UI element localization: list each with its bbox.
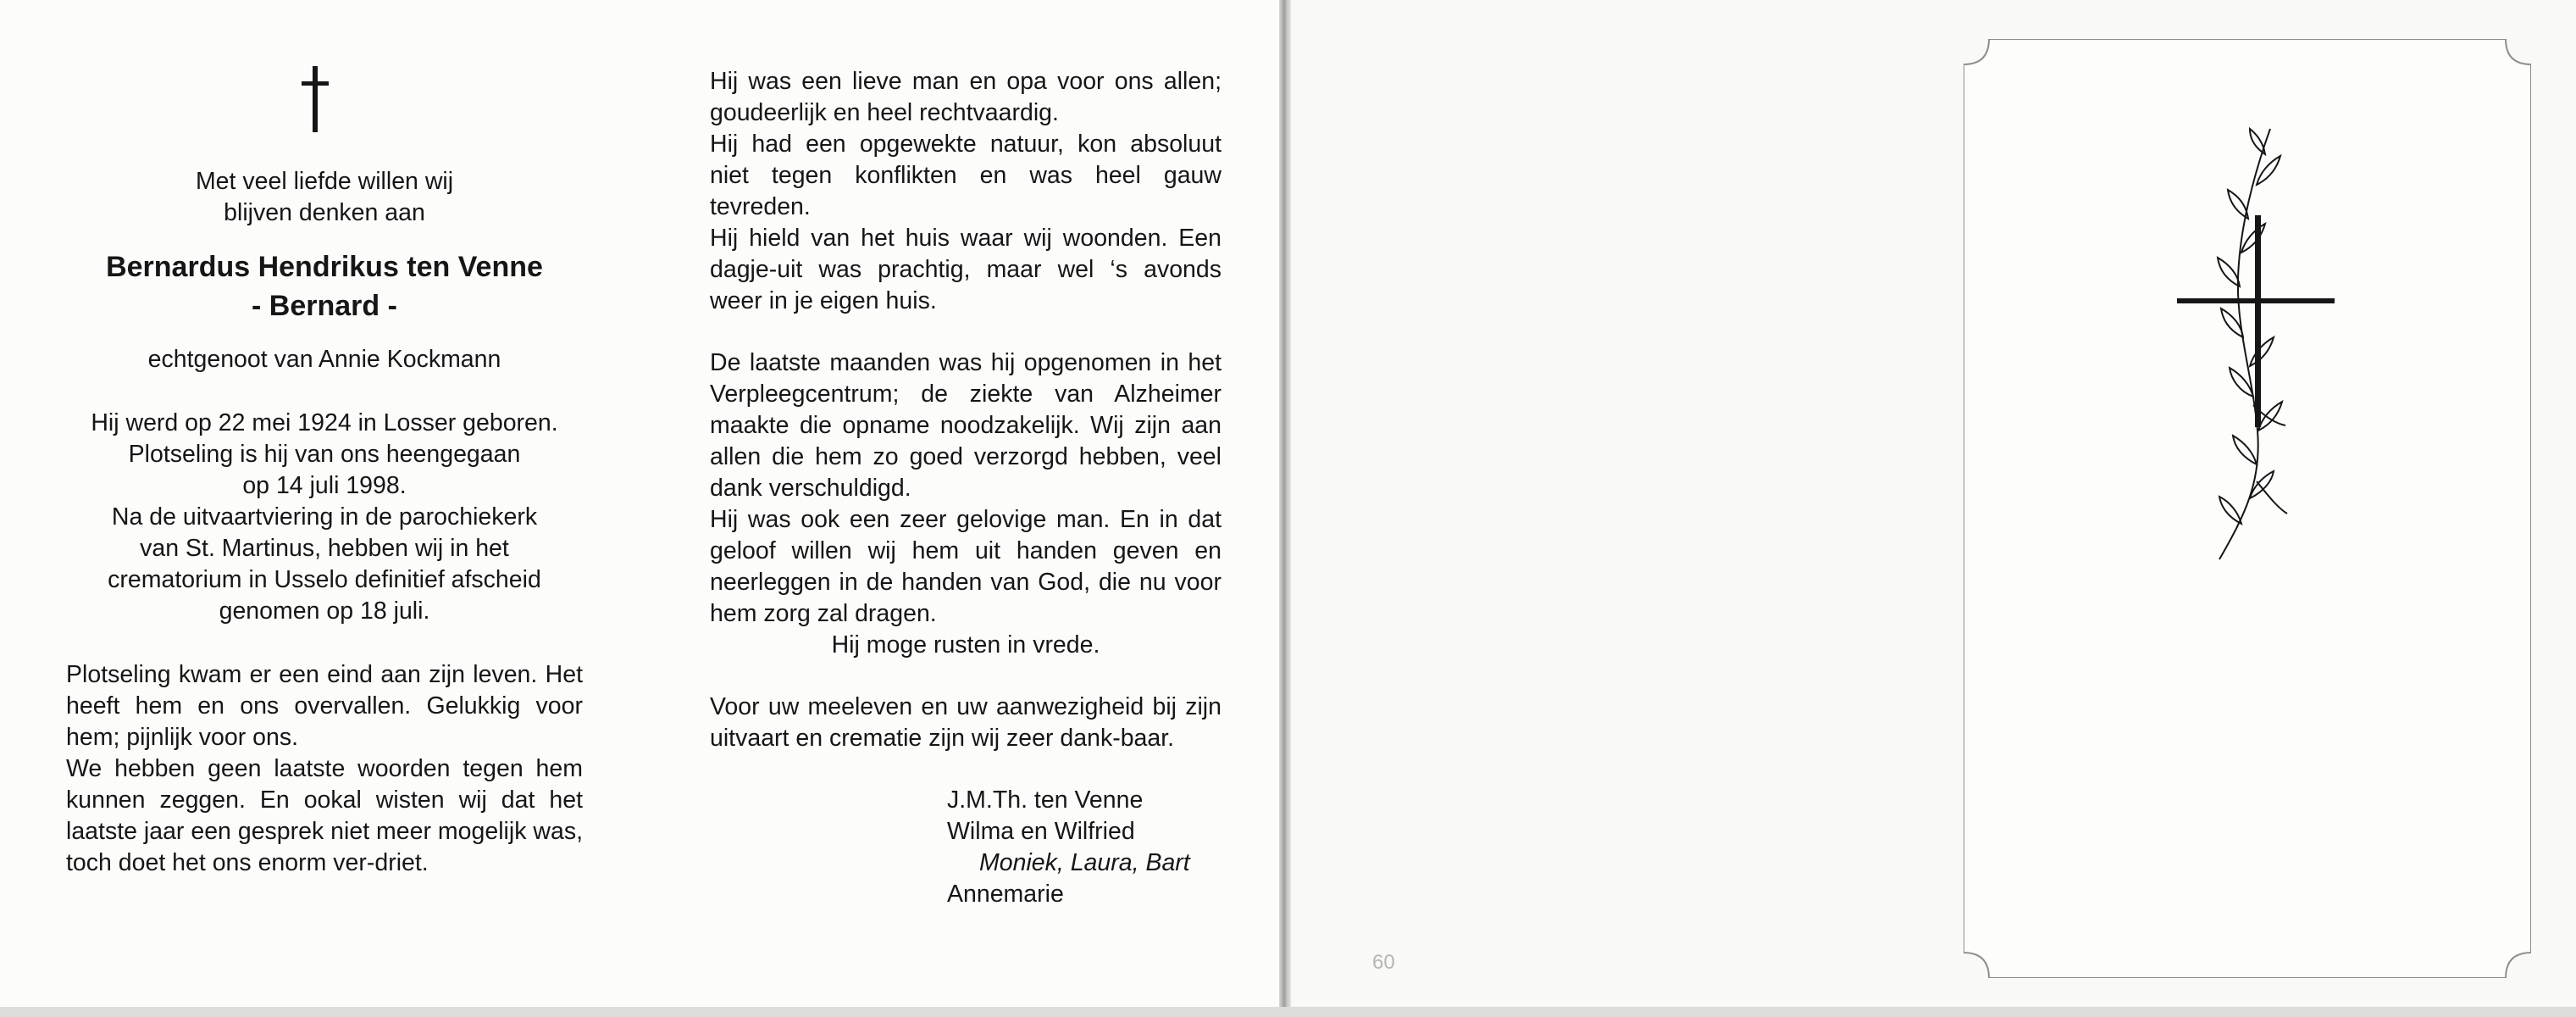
signature-line: J.M.Th. ten Venne <box>947 786 1144 814</box>
left-text-column <box>66 166 583 879</box>
paragraph: Hij was een lieve man en opa voor ons allen; goudeerlijk en heel rechtvaardig. <box>710 68 1222 126</box>
book-fold <box>1279 0 1291 1017</box>
intro-line: Met veel liefde willen wij <box>195 168 454 195</box>
latin-cross-icon <box>300 66 330 132</box>
closing-line: Hij moge rusten in vrede. <box>831 631 1100 659</box>
paragraph: We hebben geen laatste woorden tegen hem kunnen zeggen. En ookal wisten wij dat het laatste jaar een gesprek niet meer mogelijk was, toch doet het ons enorm ver-driet. <box>66 755 583 876</box>
signature-line: Annemarie <box>947 881 1064 908</box>
bottom-edge <box>0 1007 2576 1017</box>
bio-line: Hij werd op 22 mei 1924 in Losser geboren. <box>91 409 558 436</box>
signature-line-italic: Moniek, Laura, Bart <box>979 849 1190 876</box>
paragraph: De laatste maanden was hij opgenomen in het Verpleegcentrum; de ziekte van Alzheimer maakte die opname noodzakelijk. Wij zijn aan allen die hem zo goed verzorgd hebben, veel dank verschuldigd. <box>710 349 1222 502</box>
middle-text-column <box>710 66 1222 910</box>
bio-line: Na de uitvaartviering in de parochiekerk <box>111 503 538 531</box>
deceased-name: Bernardus Hendrikus ten Venne <box>106 251 543 283</box>
paragraph: Hij had een opgewekte natuur, kon absoluut niet tegen konflikten en was heel gauw tevreden. <box>710 131 1222 220</box>
deceased-nickname: - Bernard - <box>252 290 397 322</box>
bio-line: Plotseling is hij van ons heengegaan <box>128 441 521 468</box>
paragraph: Plotseling kwam er een eind aan zijn leven. Het heeft hem en ons overvallen. Gelukkig voor hem; pijnlijk voor ons. <box>66 661 583 751</box>
bio-line: crematorium in Usselo definitief afscheid <box>108 566 541 593</box>
bio-line: genomen op 18 juli. <box>219 597 430 625</box>
paragraph: Hij was ook een zeer gelovige man. En in dat geloof willen wij hem uit handen geven en neerleggen in de handen van God, die nu voor hem zorg zal dragen. <box>710 506 1222 627</box>
signature-line: Wilma en Wilfried <box>947 818 1135 845</box>
thanks-paragraph: Voor uw meeleven en uw aanwezigheid bij zijn uitvaart en crematie zijn wij zeer dank-baar. <box>710 693 1222 752</box>
cross-with-olive-branch-icon <box>2169 125 2338 566</box>
spouse-line: echtgenoot van Annie Kockmann <box>147 346 501 373</box>
bio-line: van St. Martinus, hebben wij in het <box>140 535 509 562</box>
intro-line: blijven denken aan <box>224 199 425 226</box>
paragraph: Hij hield van het huis waar wij woonden. Een dagje-uit was prachtig, maar wel ‘s avonds weer in je eigen huis. <box>710 225 1222 314</box>
page-number: 60 <box>1372 951 1395 974</box>
bio-line: op 14 juli 1998. <box>242 472 407 499</box>
